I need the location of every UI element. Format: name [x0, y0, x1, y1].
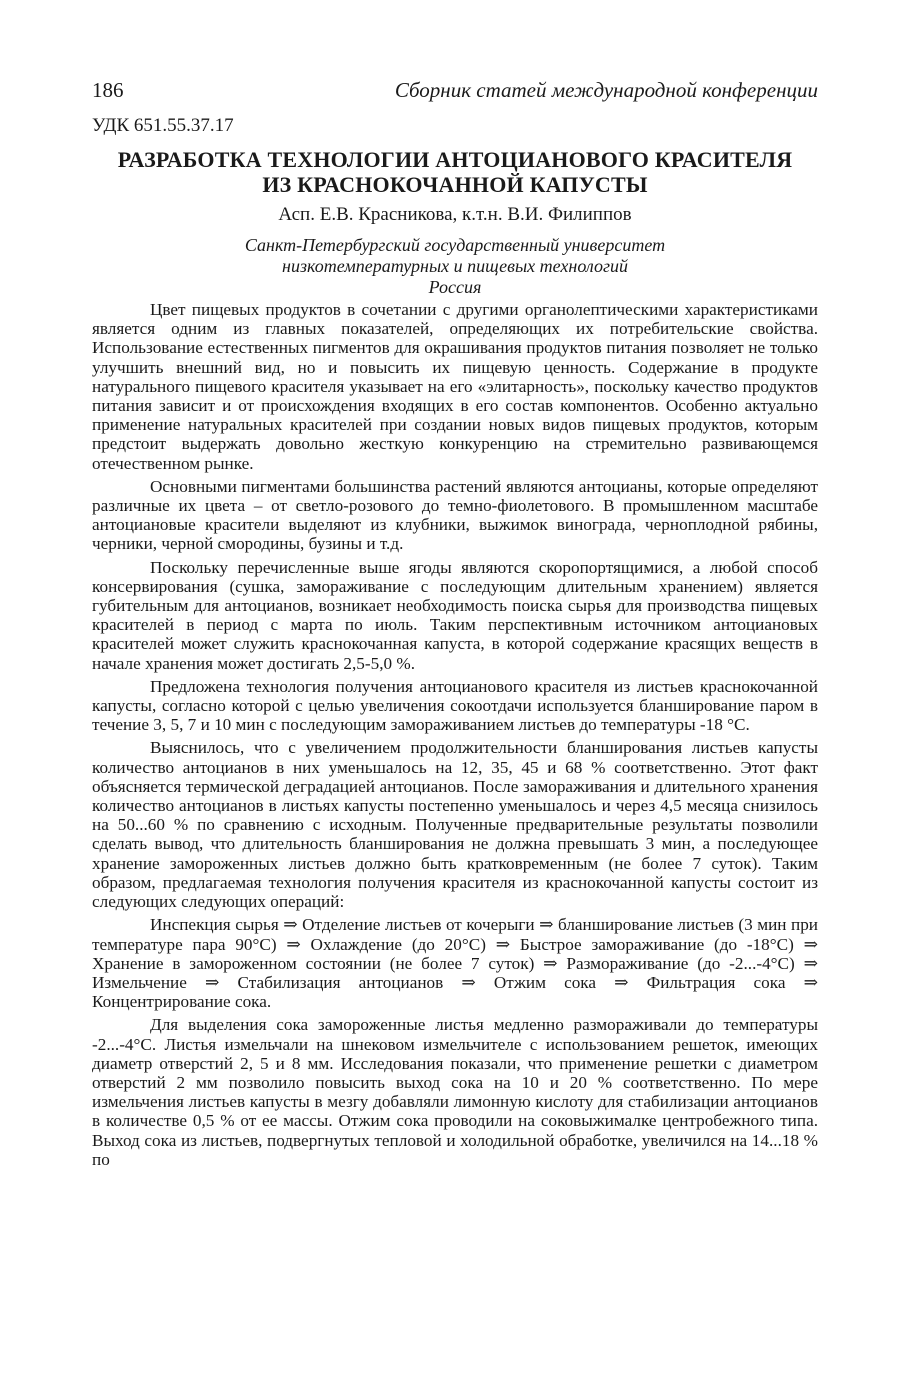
affiliation-line-1: Санкт-Петербургский государственный университет	[244, 235, 666, 255]
page-number: 186	[92, 78, 124, 102]
journal-title: Сборник статей международной конференции	[394, 78, 818, 102]
affiliation	[92, 235, 818, 298]
paragraph: Предложена технология получения антоцианового красителя из листьев краснокочанной капусты, согласно которой с целью увеличения сокоотдачи используется бланширование паром в течение 3, 5, 7 и 10 мин с последующим замораживанием листьев до температуры -18 °С.	[92, 676, 818, 735]
title-line-2: ИЗ КРАСНОКОЧАННОЙ КАПУСТЫ	[262, 172, 648, 197]
running-header	[92, 78, 818, 108]
paragraph: Основными пигментами большинства растений являются антоцианы, которые определяют различные их цвета – от светло-розового до темно-фиолетового. В промышленном масштабе антоциановые красители выделяют из клубники, выжимок винограда, черноплодной рябины, черники, черной смородины, бузины и т.д.	[92, 476, 818, 554]
paragraph: Для выделения сока замороженные листья медленно размораживали до температуры -2...-4°С. Листья измельчали на шнековом измельчителе с использованием решеток, имеющих диаметр отверстий 2, 5 и 8 мм. Исследования показали, что применение решетки с диаметром отверстий 2 мм позволило повысить выход сока на 10 и 20 % соответственно. По мере измельчения листьев капусты в мезгу добавляли лимонную кислоту для стабилизации антоцианов в количестве 0,5 % от ее массы. Отжим сока проводили на соковыжималке центробежного типа. Выход сока из листьев, подвергнутых тепловой и холодильной обработке, увеличился на 14...18 % по	[92, 1015, 818, 1169]
paragraph: Цвет пищевых продуктов в сочетании с другими органолептическими характеристиками является одним из главных показателей, определяющих их потребительские свойства. Использование естественных пигментов для окрашивания продуктов питания позволяет не только улучшить внешний вид, но и повысить их пищевую ценность. Содержание в продукте натурального пищевого красителя указывает на его «элитарность», поскольку качество продуктов питания зависит и от происхождения входящих в его состав компонентов. Особенно актуально применение натуральных красителей при создании новых видов пищевых продуктов, которым предстоит выдержать довольно жесткую конкуренцию на стремительно развивающемся отечественном рынке.	[92, 300, 818, 473]
article-body	[92, 300, 818, 1173]
title-line-1: РАЗРАБОТКА ТЕХНОЛОГИИ АНТОЦИАНОВОГО КРАСИТЕЛЯ	[117, 147, 793, 172]
affiliation-line-2: низкотемпературных и пищевых технологий	[282, 256, 628, 276]
udk-code: УДК 651.55.37.17	[92, 115, 234, 136]
authors: Асп. Е.В. Красникова, к.т.н. В.И. Филиппов	[278, 204, 632, 225]
paragraph: Поскольку перечисленные выше ягоды являются скоропортящимися, а любой способ консервирования (сушка, замораживание с последующим длительным хранением) является губительным для антоцианов, возникает необходимость поиска сырья для производства пищевых красителей в период с марта по июль. Таким перспективным источником антоциановых красителей может служить краснокочанная капуста, в которой содержание красящих веществ в начале хранения может достигать 2,5-5,0 %.	[92, 557, 818, 673]
article-title	[92, 147, 818, 197]
affiliation-country: Россия	[428, 277, 482, 297]
process-flow-paragraph: Инспекция сырья ⇒ Отделение листьев от кочерыги ⇒ бланширование листьев (3 мин при температуре пара 90°С) ⇒ Охлаждение (до 20°С) ⇒ Быстрое замораживание (до -18°С) ⇒ Хранение в замороженном состоянии (не более 7 суток) ⇒ Размораживание (до -2...-4°С) ⇒ Измельчение ⇒ Стабилизация антоцианов ⇒ Отжим сока ⇒ Фильтрация сока ⇒ Концентрирование сока.	[92, 915, 818, 1012]
paragraph: Выяснилось, что с увеличением продолжительности бланширования листьев капусты количество антоцианов в них уменьшалось на 12, 35, 45 и 68 % соответственно. Этот факт объясняется термической деградацией антоцианов. После замораживания и длительного хранения количество антоцианов в листьях капусты постепенно уменьшалось и через 4,5 месяца снизилось на 50...60 % по сравнению с исходным. Полученные предварительные результаты позволили сделать вывод, что длительность бланширования не должна превышать 3 мин, а последующее хранение замороженных листьев должно быть кратковременным (не более 7 суток). Таким образом, предлагаемая технология получения красителя из краснокочанной капусты состоит из следующих следующих операций:	[92, 738, 818, 912]
